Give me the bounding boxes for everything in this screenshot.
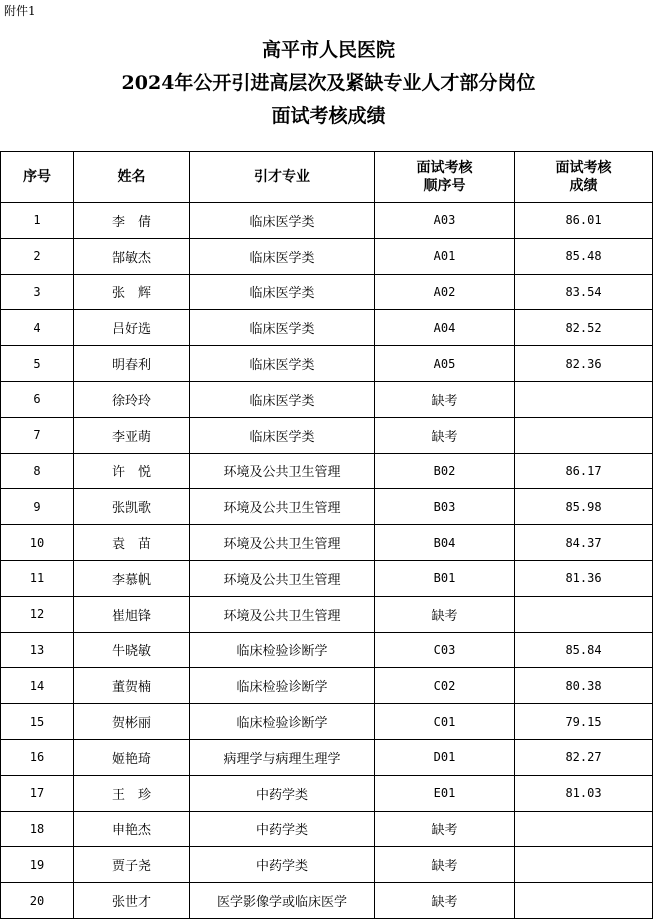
cell-major: 临床医学类 <box>190 381 375 417</box>
cell-order: B02 <box>375 453 515 489</box>
cell-major: 临床医学类 <box>190 203 375 239</box>
cell-order: C02 <box>375 668 515 704</box>
cell-name: 袁 苗 <box>74 525 190 561</box>
cell-name: 申艳杰 <box>74 811 190 847</box>
cell-major: 临床医学类 <box>190 238 375 274</box>
cell-index: 7 <box>1 417 74 453</box>
cell-name: 董贺楠 <box>74 668 190 704</box>
cell-major: 临床检验诊断学 <box>190 668 375 704</box>
header-index: 序号 <box>1 152 74 203</box>
cell-major: 环境及公共卫生管理 <box>190 453 375 489</box>
cell-name: 姬艳琦 <box>74 739 190 775</box>
cell-major: 临床检验诊断学 <box>190 704 375 740</box>
table-row <box>1 811 653 847</box>
header-score-line2: 成绩 <box>569 178 598 194</box>
cell-score: 85.48 <box>515 238 653 274</box>
cell-index: 14 <box>1 668 74 704</box>
cell-order: A01 <box>375 238 515 274</box>
cell-major: 环境及公共卫生管理 <box>190 596 375 632</box>
table-row <box>1 560 653 596</box>
header-score <box>515 152 653 203</box>
cell-name: 吕好选 <box>74 310 190 346</box>
table-header-row <box>1 152 653 203</box>
table-row <box>1 489 653 525</box>
cell-name: 张 辉 <box>74 274 190 310</box>
cell-index: 6 <box>1 381 74 417</box>
header-major: 引才专业 <box>190 152 375 203</box>
cell-order: A04 <box>375 310 515 346</box>
cell-name: 李 倩 <box>74 203 190 239</box>
attachment-label: 附件1 <box>4 4 36 18</box>
table-row <box>1 453 653 489</box>
cell-index: 15 <box>1 704 74 740</box>
cell-name: 李慕帆 <box>74 560 190 596</box>
cell-index: 8 <box>1 453 74 489</box>
table-row <box>1 668 653 704</box>
cell-score: 86.01 <box>515 203 653 239</box>
cell-name: 李亚萌 <box>74 417 190 453</box>
cell-order: 缺考 <box>375 417 515 453</box>
cell-major: 临床检验诊断学 <box>190 632 375 668</box>
cell-order: B03 <box>375 489 515 525</box>
table-row <box>1 775 653 811</box>
table-row <box>1 310 653 346</box>
cell-index: 17 <box>1 775 74 811</box>
cell-score: 86.17 <box>515 453 653 489</box>
header-order-line2: 顺序号 <box>423 178 466 194</box>
cell-index: 5 <box>1 346 74 382</box>
table-row <box>1 417 653 453</box>
cell-score: 81.36 <box>515 560 653 596</box>
score-table <box>0 151 653 919</box>
cell-major: 中药学类 <box>190 811 375 847</box>
table-row <box>1 704 653 740</box>
cell-index: 16 <box>1 739 74 775</box>
cell-index: 2 <box>1 238 74 274</box>
table-row <box>1 739 653 775</box>
cell-major: 病理学与病理生理学 <box>190 739 375 775</box>
cell-order: 缺考 <box>375 596 515 632</box>
table-row <box>1 346 653 382</box>
cell-index: 13 <box>1 632 74 668</box>
table-row <box>1 238 653 274</box>
cell-order: B01 <box>375 560 515 596</box>
cell-order: 缺考 <box>375 381 515 417</box>
cell-order: A05 <box>375 346 515 382</box>
cell-score: 84.37 <box>515 525 653 561</box>
table-row <box>1 203 653 239</box>
table-row <box>1 381 653 417</box>
cell-major: 中药学类 <box>190 775 375 811</box>
cell-name: 张凯歌 <box>74 489 190 525</box>
cell-order: C01 <box>375 704 515 740</box>
cell-major: 临床医学类 <box>190 346 375 382</box>
header-name: 姓名 <box>74 152 190 203</box>
table-row <box>1 525 653 561</box>
table-row <box>1 883 653 919</box>
cell-index: 11 <box>1 560 74 596</box>
cell-score: 82.52 <box>515 310 653 346</box>
cell-score: 83.54 <box>515 274 653 310</box>
cell-name: 牛晓敏 <box>74 632 190 668</box>
cell-major: 环境及公共卫生管理 <box>190 560 375 596</box>
title-line-2: 2024年公开引进高层次及紧缺专业人才部分岗位 <box>121 72 536 94</box>
cell-score <box>515 883 653 919</box>
cell-index: 19 <box>1 847 74 883</box>
cell-score: 80.38 <box>515 668 653 704</box>
cell-index: 18 <box>1 811 74 847</box>
cell-index: 12 <box>1 596 74 632</box>
cell-order: A02 <box>375 274 515 310</box>
cell-order: A03 <box>375 203 515 239</box>
cell-name: 贺彬丽 <box>74 704 190 740</box>
table-row <box>1 847 653 883</box>
cell-index: 1 <box>1 203 74 239</box>
cell-index: 4 <box>1 310 74 346</box>
cell-score <box>515 847 653 883</box>
cell-index: 9 <box>1 489 74 525</box>
cell-major: 临床医学类 <box>190 274 375 310</box>
cell-name: 崔旭锋 <box>74 596 190 632</box>
cell-order: B04 <box>375 525 515 561</box>
title-line-1: 高平市人民医院 <box>261 39 395 61</box>
cell-score: 79.15 <box>515 704 653 740</box>
cell-name: 郜敏杰 <box>74 238 190 274</box>
cell-score: 82.27 <box>515 739 653 775</box>
header-order <box>375 152 515 203</box>
cell-score: 85.98 <box>515 489 653 525</box>
cell-index: 3 <box>1 274 74 310</box>
header-order-line1: 面试考核 <box>416 160 473 176</box>
cell-name: 张世才 <box>74 883 190 919</box>
cell-score: 81.03 <box>515 775 653 811</box>
cell-score: 85.84 <box>515 632 653 668</box>
cell-major: 环境及公共卫生管理 <box>190 489 375 525</box>
cell-name: 徐玲玲 <box>74 381 190 417</box>
cell-name: 王 珍 <box>74 775 190 811</box>
title-line-3: 面试考核成绩 <box>271 105 386 127</box>
cell-order: 缺考 <box>375 811 515 847</box>
cell-major: 医学影像学或临床医学 <box>190 883 375 919</box>
cell-index: 20 <box>1 883 74 919</box>
table-row <box>1 596 653 632</box>
cell-score: 82.36 <box>515 346 653 382</box>
cell-index: 10 <box>1 525 74 561</box>
cell-major: 临床医学类 <box>190 310 375 346</box>
cell-score <box>515 381 653 417</box>
cell-order: D01 <box>375 739 515 775</box>
cell-name: 贾子尧 <box>74 847 190 883</box>
cell-score <box>515 417 653 453</box>
cell-order: C03 <box>375 632 515 668</box>
cell-order: 缺考 <box>375 847 515 883</box>
cell-score <box>515 811 653 847</box>
cell-major: 中药学类 <box>190 847 375 883</box>
cell-order: E01 <box>375 775 515 811</box>
table-row <box>1 632 653 668</box>
cell-major: 环境及公共卫生管理 <box>190 525 375 561</box>
header-score-line1: 面试考核 <box>555 160 612 176</box>
cell-name: 明春利 <box>74 346 190 382</box>
table-row <box>1 274 653 310</box>
cell-name: 许 悦 <box>74 453 190 489</box>
cell-score <box>515 596 653 632</box>
cell-order: 缺考 <box>375 883 515 919</box>
cell-major: 临床医学类 <box>190 417 375 453</box>
